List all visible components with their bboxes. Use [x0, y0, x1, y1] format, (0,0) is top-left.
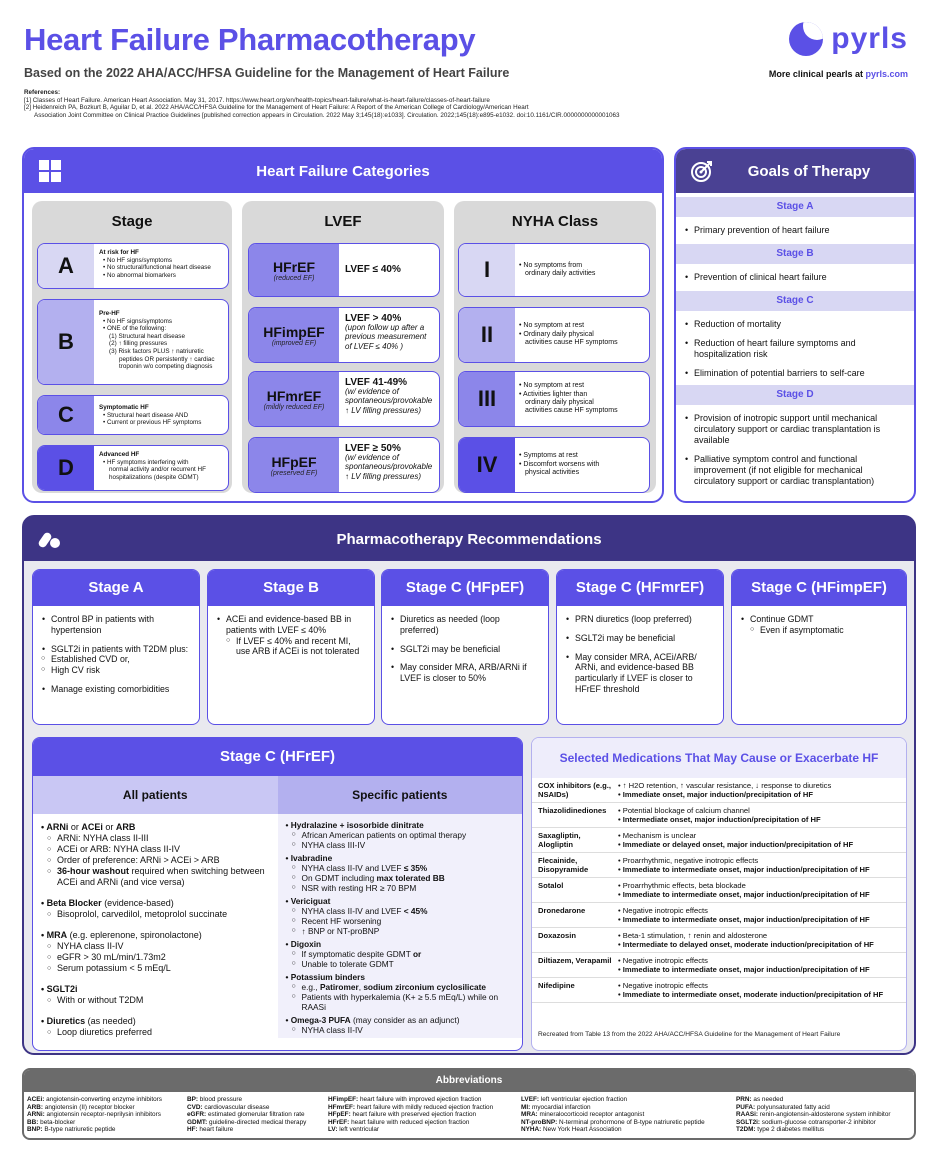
all-patients-header: All patients: [33, 776, 278, 814]
pyrls-logo[interactable]: pyrls: [789, 22, 908, 56]
pharm-title: Pharmacotherapy Recommendations: [336, 530, 602, 548]
target-icon: [690, 159, 714, 183]
med-name: Diltiazem, Verapamil: [538, 956, 612, 965]
page-subtitle: Based on the 2022 AHA/ACC/HFSA Guideline for the Management of Heart Failure: [24, 66, 510, 80]
med-name: Sotalol: [538, 881, 564, 890]
rec-stage-b: Stage B • ACEi and evidence-based BB in patients with LVEF ≤ 40% ○ If LVEF ≤ 40% and recent MI, use ARB if ACEi is not tolerated: [207, 569, 375, 725]
abbr-col-3: HFimpEF: heart failure with improved ejection fraction HFmrEF: heart failure with mildly reduced ejection fraction HFpEF: heart failure with preserved ejection fraction HFrEF: heart failure with reduced ejection fraction LV: left ventricular: [328, 1096, 494, 1133]
meds-footnote: Recreated from Table 13 from the 2022 AHA/ACC/HFSA Guideline for the Management of Heart Failure: [538, 1031, 841, 1038]
references: References: [1] Classes of Heart Failure. American Heart Association. May 31, 2017. https://www.heart.org/en/health-topics/heart-failure/what-is-heart-failure/classes-of-heart-failure [2] Heidenreich PA, Bozkurt B, Aguilar D, et al. 2022 AHA/ACC/HFSA Guideline for the Management of Heart Failure: A Report of the American College of Cardiology/American Heart Association Joint Committee on Clinical Practice Guidelines [published correction appears in Circulation. 2022 May 3;145(18):e1033]. Circulation. 2022;145(18):e895-e1032. doi:10.1161/CIR.0000000000001063: [24, 89, 620, 119]
hf-categories-panel: [22, 147, 664, 503]
med-description: • Negative inotropic effects • Immediate to intermediate onset, major induction/precipitation of HF: [618, 956, 870, 974]
goals-title: Goals of Therapy: [747, 162, 871, 180]
goal-stage-c: Stage C: [676, 291, 914, 311]
rec-stage-a: Stage A • Control BP in patients with hypertension • SGLT2i in patients with T2DM plus: ○ Established CVD or, ○ High CV risk • Manage existing comorbidities: [32, 569, 200, 725]
med-name: Flecainide, Disopyramide: [538, 856, 589, 874]
stage-d-card: D Advanced HF • HF symptoms interfering with normal activity and/or recurrent HF hospitalizations (despite GDMT): [37, 445, 229, 491]
med-row: [532, 778, 906, 803]
rec-stage-c-hfpef: Stage C (HFpEF) • Diuretics as needed (loop preferred) • SGLT2i may be beneficial • May consider MRA, ARB/ARNi if LVEF is closer to 50%: [381, 569, 549, 725]
nyha-column: NYHA Class: [454, 201, 656, 493]
nyha-ii-card: II • No symptom at rest • Ordinary daily physical activities cause HF symptoms: [458, 307, 650, 363]
hfref-card: Stage C (HFrEF) All patients Specific patients • ARNi or ACEi or ARB ○ ARNi: NYHA class II-III ○ ACEi or ARB: NYHA class II-IV ○ Order of preference: ARNi > ACEi > ARB ○ 36-hour washout required when switching between ACEi and ARNi (and vice versa) • Beta Blocker (evidence-based) ○ Bisoprolol, carvedilol, metoprolol succinate • MRA (e.g. eplerenone, spironolactone) ○ NYHA class II-IV ○ eGFR > 30 mL/min/1.73m2 ○ Serum potassium < 5 mEq/L • SGLT2i ○ With or without T2DM • Diuretics (as needed) ○ Loop diuretics preferred • Hydralazine + isosorbide dinitrate ○ African American patients on optimal therapy ○ NYHA class III-IV • Ivabradine ○ NYHA class II-IV and LVEF ≤ 35% ○ On GDMT including max tolerated BB ○ NSR with resting HR ≥ 70 BPM • Vericiguat ○ NYHA class II-IV and LVEF < 45% ○ Recent HF worsening ○ ↑ BNP or NT-proBNP • Digoxin ○ If symptomatic despite GDMT or ○ Unable to tolerate GDMT • Potassium binders ○ e.g., Patiromer, sodium zirconium cyclosilicate ○ Patients with hyperkalemia (K+ ≥ 5.5 mEq/L) while on RAASi • Omega-3 PUFA (may consider as an adjunct) ○ NYHA class II-IV: [32, 737, 523, 1051]
categories-title: Heart Failure Categories: [256, 162, 430, 180]
med-name: Nifedipine: [538, 981, 575, 990]
med-row: [532, 878, 906, 903]
pyrls-logo-icon: [789, 22, 823, 56]
goal-stage-b: Stage B: [676, 244, 914, 264]
med-row: [532, 953, 906, 978]
med-description: • Potential blockage of calcium channel • Intermediate onset, major induction/precipitation of HF: [618, 806, 821, 824]
stage-c-card: C Symptomatic HF • Structural heart disease AND • Current or previous HF symptoms: [37, 395, 229, 435]
med-description: • Mechanism is unclear • Immediate or delayed onset, major induction/precipitation of HF: [618, 831, 854, 849]
med-description: • Beta-1 stimulation, ↑ renin and aldosterone • Intermediate to delayed onset, moderate induction/precipitation of HF: [618, 931, 874, 949]
lvef-column: LVEF: [242, 201, 444, 493]
lvef-hfref-card: HFrEF (reduced EF) LVEF ≤ 40%: [248, 243, 440, 297]
meds-card: [531, 737, 907, 1051]
med-description: • Proarrhythmic, negative inotropic effects • Immediate to intermediate onset, major induction/precipitation of HF: [618, 856, 870, 874]
page-title: Heart Failure Pharmacotherapy: [24, 22, 476, 57]
med-name: Saxagliptin, Alogliptin: [538, 831, 581, 849]
nyha-iii-card: III • No symptom at rest • Activities lighter than ordinary daily physical activities cause HF symptoms: [458, 371, 650, 427]
pearls-link[interactable]: More clinical pearls at pyrls.com: [768, 69, 908, 79]
stage-a-card: A At risk for HF • No HF signs/symptoms • No structural/functional heart disease • No abnormal biomarkers: [37, 243, 229, 289]
pharm-panel: [22, 515, 916, 1055]
stage-b-card: B Pre-HF • No HF signs/symptoms • ONE of the following: (1) Structural heart disease (2) ↑ filling pressures (3) Risk factors PLUS ↑ natriuretic peptides OR persistently ↑ cardiac troponin w/o competing diagnosis: [37, 299, 229, 385]
med-row: [532, 903, 906, 928]
meds-title: Selected Medications That May Cause or Exacerbate HF: [532, 738, 906, 778]
med-row: [532, 803, 906, 828]
med-description: • Negative inotropic effects • Immediate to intermediate onset, major induction/precipitation of HF: [618, 906, 870, 924]
specific-patients-header: Specific patients: [278, 776, 523, 814]
goal-stage-a: Stage A: [676, 197, 914, 217]
rec-stage-c-hfimpef: Stage C (HFimpEF) • Continue GDMT ○ Even if asymptomatic: [731, 569, 907, 725]
lvef-hfmref-card: HFmrEF (mildly reduced EF) LVEF 41-49% (w/ evidence of spontaneous/provokable ↑ LV filling pressures): [248, 371, 440, 427]
abbreviations-title: Abbreviations: [24, 1070, 914, 1092]
med-name: Doxazosin: [538, 931, 576, 940]
abbr-col-2: BP: blood pressure CVD: cardiovascular disease eGFR: estimated glomerular filtration rate GDMT: guideline-directed medical therapy HF: heart failure: [187, 1096, 307, 1133]
goals-panel: Goals of Therapy Stage A • Primary prevention of heart failure Stage B • Prevention of clinical heart failure Stage C • Reduction of mortality • Reduction of heart failure symptoms and hospitalization risk • Elimination of potential barriers to self-care Stage D • Provision of inotropic support until mechanical circulatory support or cardiac transplantation is available • Palliative symptom control and functional improvement (if not eligible for mechanical circulatory support or cardiac transplantation): [674, 147, 916, 503]
all-patients-list: • ARNi or ACEi or ARB ○ ARNi: NYHA class II-III ○ ACEi or ARB: NYHA class II-IV ○ Order of preference: ARNi > ACEi > ARB ○ 36-hour washout required when switching between ACEi and ARNi (and vice versa) • Beta Blocker (evidence-based) ○ Bisoprolol, carvedilol, metoprolol succinate • MRA (e.g. eplerenone, spironolactone) ○ NYHA class II-IV ○ eGFR > 30 mL/min/1.73m2 ○ Serum potassium < 5 mEq/L • SGLT2i ○ With or without T2DM • Diuretics (as needed) ○ Loop diuretics preferred: [33, 814, 278, 1038]
med-row: [532, 828, 906, 853]
meds-table: [532, 778, 906, 1003]
med-description: • ↑ H2O retention, ↑ vascular resistance, ↓ response to diuretics • Immediate onset, major induction/precipitation of HF: [618, 781, 832, 799]
abbr-col-5: PRN: as needed PUFA: polyunsaturated fatty acid RAASi: renin-angiotensin-aldosterone system inhibitor SGLT2i: sodium-glucose cotransporter-2 inhibitor T2DM: type 2 diabetes mellitus: [736, 1096, 891, 1133]
med-description: • Proarrhythmic effects, beta blockade • Immediate to intermediate onset, major induction/precipitation of HF: [618, 881, 870, 899]
med-name: COX inhibitors (e.g., NSAIDs): [538, 781, 611, 799]
med-row: [532, 853, 906, 878]
abbr-col-4: LVEF: left ventricular ejection fraction MI: myocardial infarction MRA: mineralocorticoid receptor antagonist NT-proBNP: N-terminal prohormone of B-type natriuretic peptide NYHA: New York Heart Association: [521, 1096, 705, 1133]
stage-column: Stage: [32, 201, 232, 493]
med-description: • Negative inotropic effects • Immediate to intermediate onset, moderate induction/precipitation of HF: [618, 981, 884, 999]
med-name: Dronedarone: [538, 906, 586, 915]
specific-patients-list: • Hydralazine + isosorbide dinitrate ○ African American patients on optimal therapy ○ NYHA class III-IV • Ivabradine ○ NYHA class II-IV and LVEF ≤ 35% ○ On GDMT including max tolerated BB ○ NSR with resting HR ≥ 70 BPM • Vericiguat ○ NYHA class II-IV and LVEF < 45% ○ Recent HF worsening ○ ↑ BNP or NT-proBNP • Digoxin ○ If symptomatic despite GDMT or ○ Unable to tolerate GDMT • Potassium binders ○ e.g., Patiromer, sodium zirconium cyclosilicate ○ Patients with hyperkalemia (K+ ≥ 5.5 mEq/L) while on RAASi • Omega-3 PUFA (may consider as an adjunct) ○ NYHA class II-IV: [278, 814, 523, 1038]
lvef-hfimpef-card: HFimpEF (improved EF) LVEF > 40% (upon follow up after a previous measurement of LVEF ≤ 40% ): [248, 307, 440, 363]
med-row: [532, 928, 906, 953]
pills-icon: [38, 527, 62, 551]
med-name: Thiazolidinediones: [538, 806, 607, 815]
nyha-iv-card: IV • Symptoms at rest • Discomfort worsens with physical activities: [458, 437, 650, 493]
abbr-col-1: ACEi: angiotensin-converting enzyme inhibitors ARB: angiotensin (II) receptor blocker ARNi: angiotensin receptor-neprilysin inhibitors BB: beta-blocker BNP: B-type natriuretic peptide: [27, 1096, 162, 1133]
lvef-hfpef-card: HFpEF (preserved EF) LVEF ≥ 50% (w/ evidence of spontaneous/provokable ↑ LV filling pressures): [248, 437, 440, 493]
goal-stage-d: Stage D: [676, 385, 914, 405]
grid-icon: [38, 159, 62, 183]
nyha-i-card: I • No symptoms from ordinary daily activities: [458, 243, 650, 297]
med-row: [532, 978, 906, 1003]
rec-stage-c-hfmref: Stage C (HFmrEF) • PRN diuretics (loop preferred) • SGLT2i may be beneficial • May consider MRA, ACEi/ARB/ ARNi, and evidence-based BB particularly if LVEF is closer to HFrEF threshold: [556, 569, 724, 725]
